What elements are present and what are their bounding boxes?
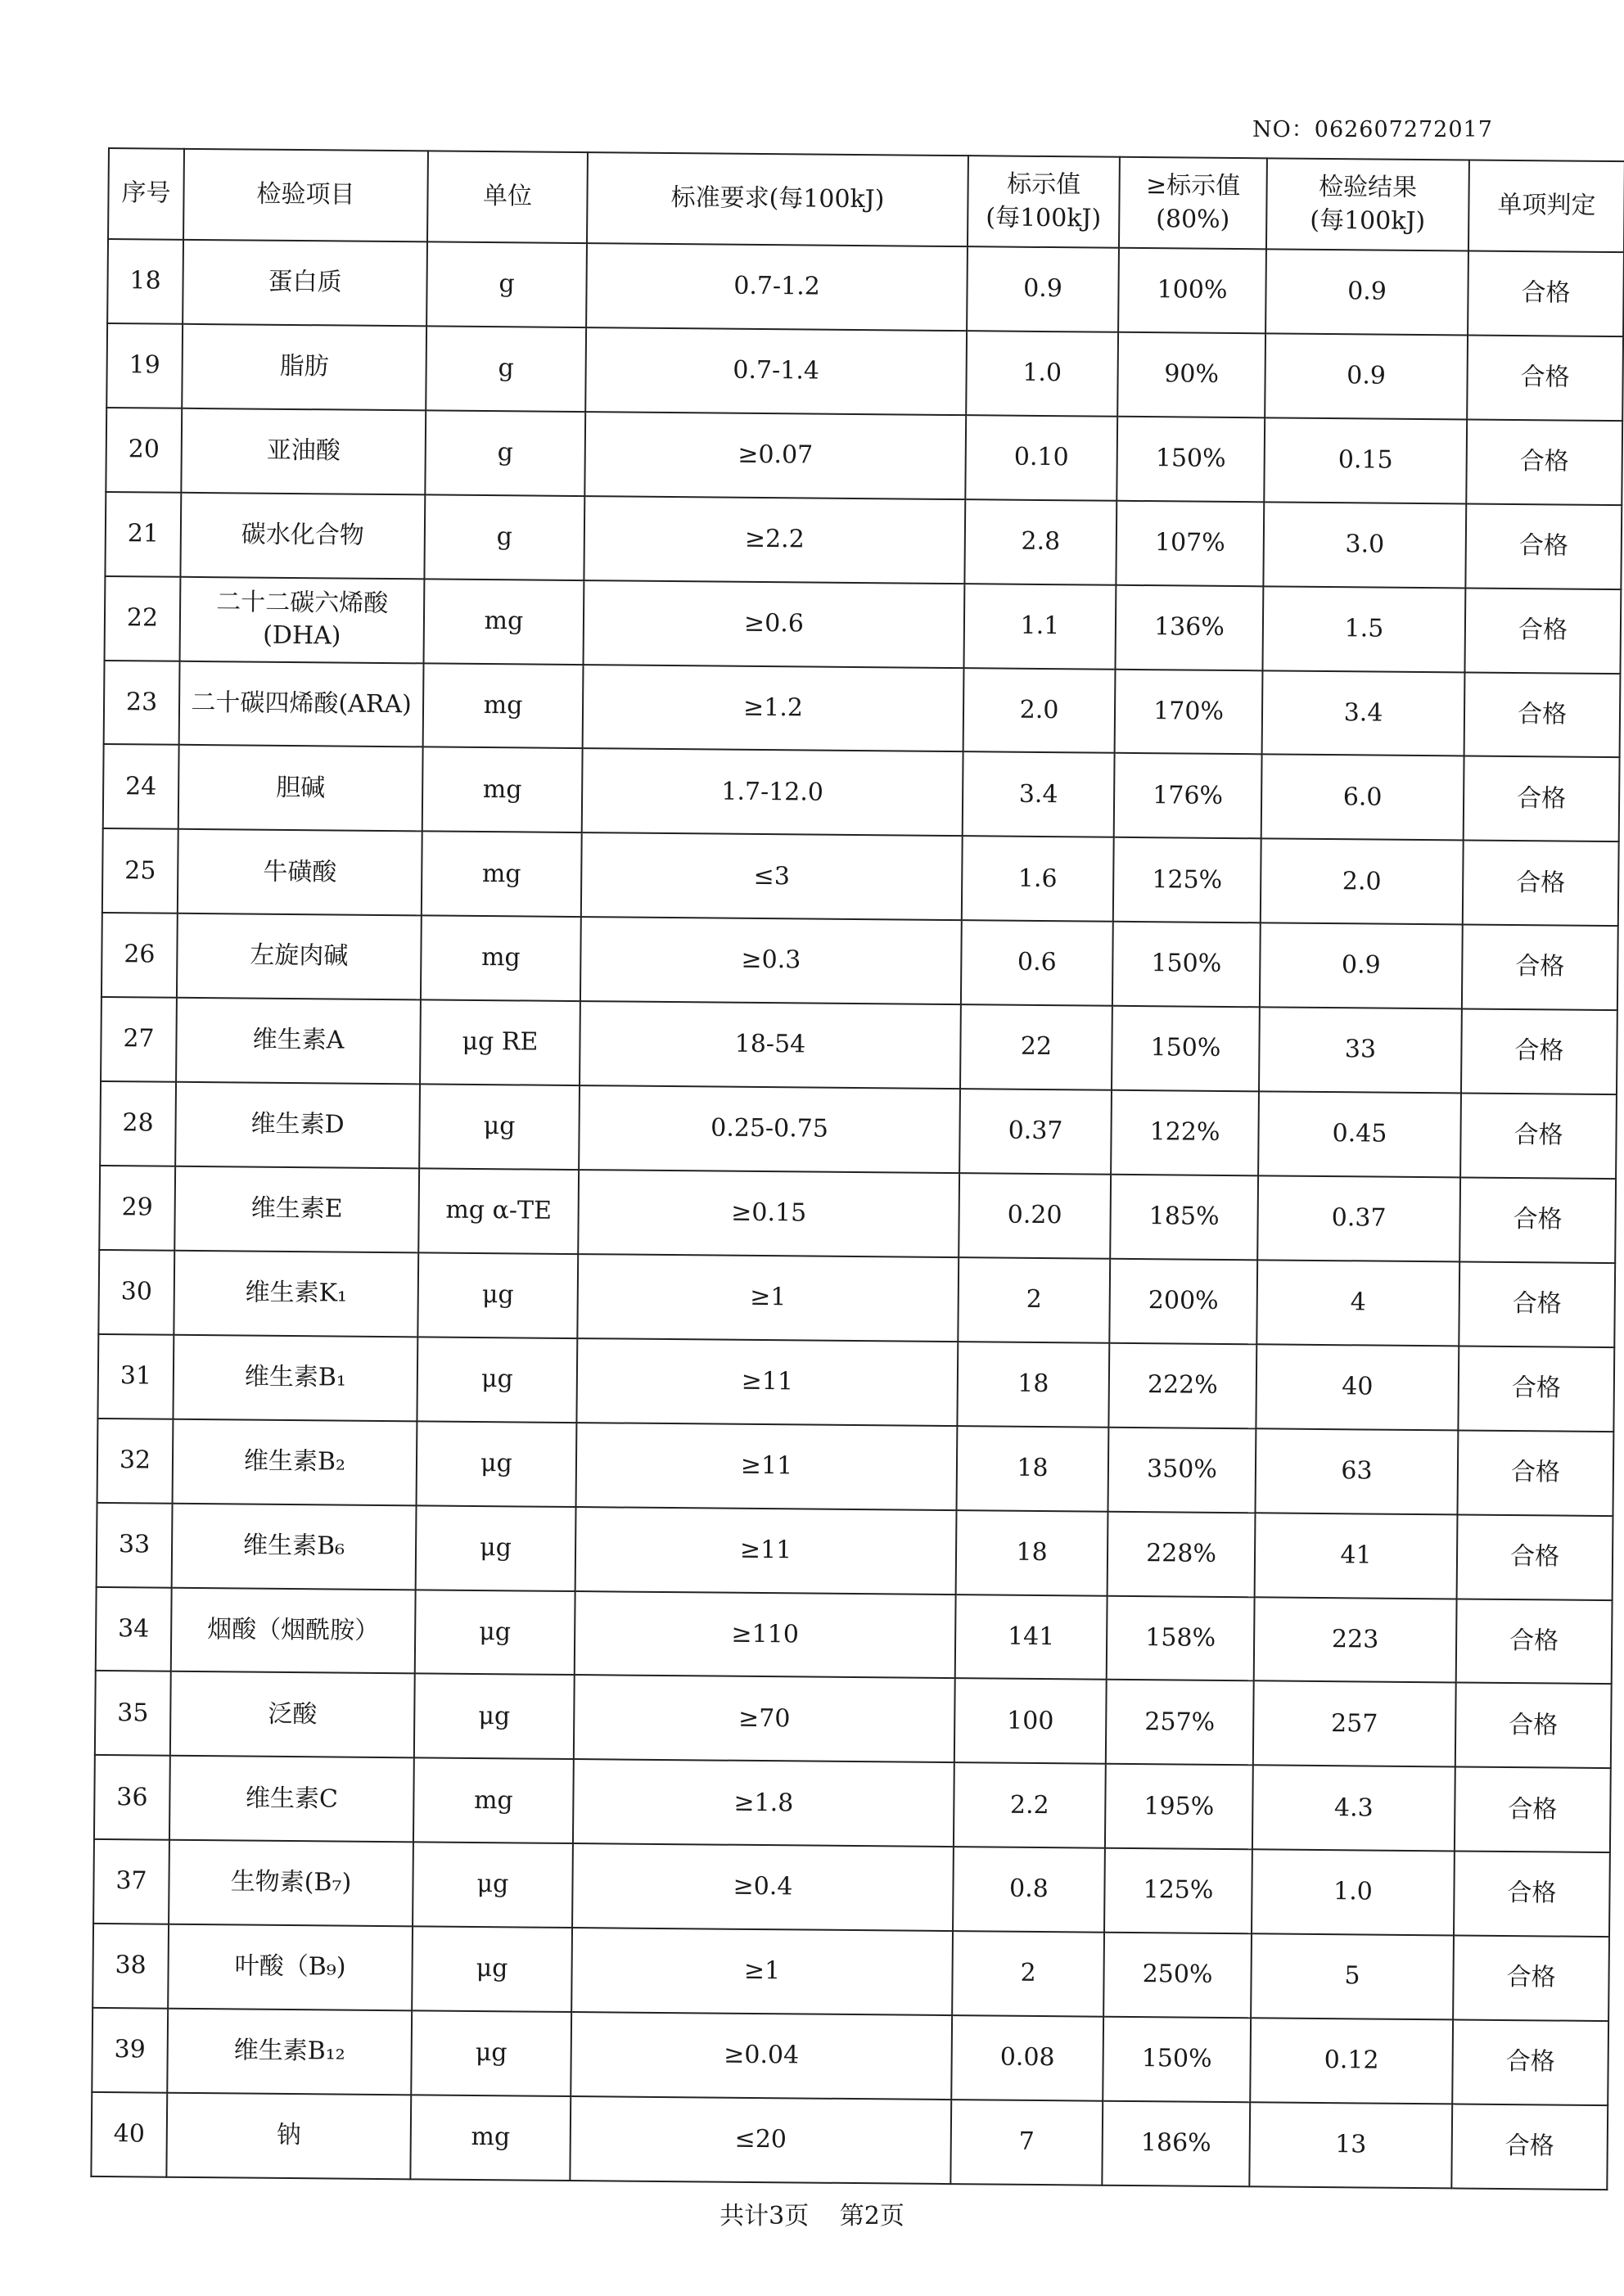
header-unit: 单位 xyxy=(427,151,588,243)
label-value-cell: 1.6 xyxy=(962,836,1114,922)
label-percent-cell: 350% xyxy=(1108,1427,1256,1512)
item-cell: 牛磺酸 xyxy=(178,829,422,916)
standard-cell: 0.25-0.75 xyxy=(579,1085,960,1173)
unit-cell: μg xyxy=(415,1590,575,1676)
verdict-cell: 合格 xyxy=(1460,1094,1617,1180)
label-percent-cell: 228% xyxy=(1107,1511,1256,1596)
table-row xyxy=(101,997,1617,1094)
table-row xyxy=(94,1755,1611,1852)
result-cell: 40 xyxy=(1256,1344,1459,1430)
seq-cell: 26 xyxy=(102,913,178,998)
unit-cell: μg xyxy=(413,1843,573,1928)
standard-cell: ≥1.2 xyxy=(583,665,964,752)
result-cell: 0.9 xyxy=(1265,249,1468,335)
header-label-value: 标示值 (每100kJ) xyxy=(968,156,1120,248)
header-seq: 序号 xyxy=(108,148,184,240)
seq-cell: 31 xyxy=(97,1334,174,1419)
unit-cell: mg xyxy=(413,1758,574,1844)
seq-cell: 37 xyxy=(93,1839,169,1924)
unit-cell: μg xyxy=(419,1084,580,1170)
label-percent-cell: 150% xyxy=(1116,417,1265,502)
header-standard: 标准要求(每100kJ) xyxy=(587,152,968,246)
item-cell: 维生素E xyxy=(174,1166,419,1253)
seq-cell: 40 xyxy=(91,2092,167,2177)
verdict-cell: 合格 xyxy=(1461,1009,1617,1095)
label-value-cell: 7 xyxy=(950,2100,1103,2185)
label-percent-cell: 150% xyxy=(1103,2017,1251,2102)
item-cell: 维生素C xyxy=(169,1756,414,1843)
verdict-cell: 合格 xyxy=(1468,251,1624,337)
label-percent-cell: 176% xyxy=(1114,753,1262,838)
item-cell: 维生素K₁ xyxy=(174,1251,418,1337)
unit-cell: μg xyxy=(414,1674,575,1760)
verdict-cell: 合格 xyxy=(1459,1261,1615,1347)
item-cell: 烟酸（烟酰胺） xyxy=(171,1587,416,1674)
standard-cell: ≥11 xyxy=(576,1338,958,1426)
result-cell: 4 xyxy=(1256,1260,1459,1346)
standard-cell: ≥110 xyxy=(575,1591,956,1679)
result-cell: 0.37 xyxy=(1257,1175,1460,1261)
result-cell: 6.0 xyxy=(1261,755,1464,841)
standard-cell: ≥0.3 xyxy=(580,917,962,1004)
inspection-results-table xyxy=(90,147,1624,2190)
item-cell: 维生素B₂ xyxy=(173,1419,417,1505)
seq-cell: 30 xyxy=(98,1250,174,1335)
label-value-cell: 3.4 xyxy=(963,752,1115,838)
label-percent-cell: 100% xyxy=(1118,248,1266,333)
label-value-cell: 18 xyxy=(957,1342,1109,1428)
seq-cell: 33 xyxy=(97,1503,173,1588)
table-row xyxy=(91,2092,1608,2190)
item-cell: 脂肪 xyxy=(182,324,426,411)
standard-cell: 1.7-12.0 xyxy=(582,749,963,837)
unit-cell: μg xyxy=(411,2010,571,2096)
item-cell: 钠 xyxy=(166,2093,411,2180)
header-label-percent: ≥标示值 (80%) xyxy=(1119,157,1267,250)
unit-cell: mg xyxy=(421,916,581,1002)
standard-cell: ≥1 xyxy=(571,1928,953,2015)
seq-cell: 36 xyxy=(94,1755,170,1840)
result-cell: 0.9 xyxy=(1265,333,1468,419)
seq-cell: 29 xyxy=(99,1166,175,1251)
result-cell: 3.0 xyxy=(1263,502,1466,588)
seq-cell: 28 xyxy=(100,1081,176,1166)
table-row xyxy=(106,323,1623,421)
verdict-cell: 合格 xyxy=(1451,2104,1608,2190)
item-cell: 叶酸（B₉) xyxy=(168,1924,413,2011)
current-page: 第2页 xyxy=(839,2202,904,2231)
result-cell: 0.12 xyxy=(1250,2018,1453,2104)
seq-cell: 38 xyxy=(92,1924,169,2009)
seq-cell: 23 xyxy=(104,661,180,746)
item-cell: 维生素B₁ xyxy=(173,1335,417,1422)
table-row xyxy=(92,1924,1609,2021)
unit-cell: g xyxy=(426,326,586,412)
unit-cell: μg RE xyxy=(420,1000,580,1086)
result-cell: 0.45 xyxy=(1258,1091,1461,1177)
result-cell: 41 xyxy=(1255,1513,1458,1599)
label-percent-cell: 257% xyxy=(1106,1680,1254,1765)
table-body xyxy=(91,239,1624,2190)
table-row xyxy=(102,828,1619,926)
verdict-cell: 合格 xyxy=(1457,1514,1613,1600)
table-row xyxy=(95,1671,1612,1768)
standard-cell: ≥0.4 xyxy=(572,1843,954,1931)
seq-cell: 18 xyxy=(107,239,183,324)
label-percent-cell: 195% xyxy=(1105,1764,1253,1849)
label-value-cell: 1.1 xyxy=(963,584,1116,670)
table-row xyxy=(105,492,1622,589)
item-cell: 胆碱 xyxy=(178,745,423,832)
item-cell: 维生素D xyxy=(175,1082,420,1169)
label-percent-cell: 150% xyxy=(1112,1006,1260,1091)
label-value-cell: 0.6 xyxy=(961,920,1113,1006)
result-cell: 3.4 xyxy=(1262,670,1465,756)
result-cell: 0.15 xyxy=(1264,417,1467,503)
result-cell: 223 xyxy=(1254,1597,1457,1683)
table-row xyxy=(102,913,1618,1010)
label-percent-cell: 158% xyxy=(1107,1595,1255,1680)
verdict-cell: 合格 xyxy=(1457,1430,1613,1516)
label-percent-cell: 150% xyxy=(1112,922,1261,1007)
verdict-cell: 合格 xyxy=(1463,841,1619,927)
label-value-cell: 2 xyxy=(958,1257,1110,1343)
table-row xyxy=(97,1334,1614,1432)
item-cell: 碳水化合物 xyxy=(180,493,425,580)
standard-cell: 0.7-1.4 xyxy=(585,327,967,415)
table-row xyxy=(96,1586,1613,1684)
standard-cell: ≥70 xyxy=(574,1675,955,1762)
item-cell: 二十碳四烯酸(ARA) xyxy=(179,661,424,747)
label-value-cell: 0.10 xyxy=(965,415,1117,501)
label-value-cell: 1.0 xyxy=(966,331,1118,417)
standard-cell: ≤20 xyxy=(570,2096,951,2184)
seq-cell: 19 xyxy=(106,323,183,408)
total-pages: 共计3页 xyxy=(720,2202,810,2231)
unit-cell: mg xyxy=(422,832,582,918)
seq-cell: 22 xyxy=(105,576,181,661)
item-cell: 生物素(B₇) xyxy=(169,1840,413,1927)
standard-cell: ≥1 xyxy=(577,1254,959,1342)
verdict-cell: 合格 xyxy=(1455,1767,1611,1853)
label-percent-cell: 122% xyxy=(1111,1090,1259,1175)
header-item: 检验项目 xyxy=(183,149,428,242)
unit-cell: g xyxy=(425,410,585,496)
verdict-cell: 合格 xyxy=(1464,672,1621,758)
seq-cell: 27 xyxy=(101,997,177,1082)
header-verdict: 单项判定 xyxy=(1468,160,1624,253)
label-value-cell: 0.20 xyxy=(959,1173,1111,1259)
seq-cell: 35 xyxy=(95,1671,171,1756)
label-percent-cell: 222% xyxy=(1108,1343,1256,1428)
label-value-cell: 18 xyxy=(957,1426,1109,1512)
verdict-cell: 合格 xyxy=(1454,1852,1610,1937)
item-cell: 泛酸 xyxy=(170,1671,415,1758)
seq-cell: 20 xyxy=(106,408,182,493)
standard-cell: ≥0.15 xyxy=(578,1170,959,1257)
label-value-cell: 100 xyxy=(954,1679,1107,1765)
page-footer xyxy=(0,2195,1624,2231)
label-percent-cell: 136% xyxy=(1115,584,1263,670)
header-result: 检验结果 (每100kJ) xyxy=(1266,158,1469,250)
seq-cell: 25 xyxy=(102,828,178,913)
label-percent-cell: 186% xyxy=(1102,2101,1250,2187)
result-cell: 2.0 xyxy=(1261,839,1464,925)
standard-cell: ≥11 xyxy=(575,1507,957,1595)
item-cell: 维生素B₆ xyxy=(172,1503,417,1590)
verdict-cell: 合格 xyxy=(1467,335,1623,421)
verdict-cell: 合格 xyxy=(1456,1599,1613,1685)
unit-cell: mg xyxy=(410,2095,571,2181)
label-value-cell: 141 xyxy=(955,1595,1107,1680)
item-cell: 二十二碳六烯酸 (DHA) xyxy=(180,576,425,663)
result-cell: 33 xyxy=(1259,1007,1462,1093)
seq-cell: 32 xyxy=(97,1419,174,1504)
item-cell: 左旋肉碱 xyxy=(177,913,422,1000)
verdict-cell: 合格 xyxy=(1465,503,1622,589)
seq-cell: 24 xyxy=(103,744,179,829)
verdict-cell: 合格 xyxy=(1455,1683,1612,1769)
label-value-cell: 18 xyxy=(956,1510,1108,1596)
table-row xyxy=(93,1839,1610,1937)
seq-cell: 21 xyxy=(105,492,181,577)
item-cell: 蛋白质 xyxy=(183,240,427,327)
item-cell: 亚油酸 xyxy=(181,408,426,495)
table-row xyxy=(97,1419,1614,1516)
seq-cell: 39 xyxy=(92,2008,168,2093)
item-cell: 维生素B₁₂ xyxy=(167,2009,412,2095)
unit-cell: μg xyxy=(417,1337,577,1423)
verdict-cell: 合格 xyxy=(1458,1346,1614,1432)
table-row xyxy=(92,2008,1608,2105)
result-cell: 1.5 xyxy=(1262,586,1465,672)
standard-cell: ≥0.07 xyxy=(584,412,966,499)
table-row xyxy=(105,576,1622,674)
result-cell: 4.3 xyxy=(1252,1766,1455,1852)
standard-cell: ≥11 xyxy=(576,1423,958,1510)
label-percent-cell: 107% xyxy=(1116,500,1264,585)
result-cell: 0.9 xyxy=(1260,923,1463,1009)
verdict-cell: 合格 xyxy=(1452,2019,1608,2105)
standard-cell: ≥0.04 xyxy=(571,2012,952,2100)
label-value-cell: 0.37 xyxy=(959,1089,1112,1175)
table-row xyxy=(98,1250,1615,1347)
label-percent-cell: 185% xyxy=(1110,1175,1258,1260)
label-percent-cell: 125% xyxy=(1113,837,1261,922)
unit-cell: g xyxy=(424,494,584,580)
verdict-cell: 合格 xyxy=(1462,925,1618,1011)
table-row xyxy=(97,1503,1613,1600)
verdict-cell: 合格 xyxy=(1459,1177,1616,1263)
verdict-cell: 合格 xyxy=(1464,756,1620,842)
label-value-cell: 0.08 xyxy=(951,2015,1103,2101)
label-value-cell: 2.8 xyxy=(964,499,1116,585)
label-value-cell: 22 xyxy=(960,1004,1112,1090)
report-number: NO：062607272017 xyxy=(1252,117,1493,142)
standard-cell: ≥2.2 xyxy=(584,496,965,584)
standard-cell: 0.7-1.2 xyxy=(586,243,968,331)
unit-cell: mg α-TE xyxy=(418,1168,579,1254)
unit-cell: μg xyxy=(417,1421,577,1507)
standard-cell: ≤3 xyxy=(581,832,963,920)
label-percent-cell: 90% xyxy=(1117,332,1265,417)
table-row xyxy=(99,1166,1616,1263)
seq-cell: 34 xyxy=(96,1586,172,1671)
unit-cell: μg xyxy=(412,1926,572,2012)
unit-cell: g xyxy=(426,241,587,327)
label-value-cell: 2 xyxy=(952,1931,1104,2017)
verdict-cell: 合格 xyxy=(1464,588,1621,674)
table-row xyxy=(107,239,1624,336)
label-value-cell: 0.9 xyxy=(967,246,1119,332)
unit-cell: μg xyxy=(416,1505,576,1591)
table-header-row xyxy=(108,148,1624,252)
table-row xyxy=(103,744,1620,841)
label-value-cell: 2.2 xyxy=(954,1762,1106,1848)
verdict-cell: 合格 xyxy=(1466,419,1622,505)
standard-cell: ≥0.6 xyxy=(584,580,965,668)
label-percent-cell: 200% xyxy=(1109,1259,1257,1344)
result-cell: 5 xyxy=(1251,1933,1454,2019)
result-cell: 13 xyxy=(1249,2102,1452,2188)
label-value-cell: 2.0 xyxy=(963,668,1116,754)
standard-cell: ≥1.8 xyxy=(573,1759,954,1847)
verdict-cell: 合格 xyxy=(1453,1936,1609,2022)
unit-cell: mg xyxy=(423,663,584,749)
item-cell: 维生素A xyxy=(176,998,421,1085)
table-row xyxy=(100,1081,1617,1179)
result-cell: 1.0 xyxy=(1252,1849,1455,1935)
label-value-cell: 0.8 xyxy=(953,1847,1105,1933)
result-cell: 63 xyxy=(1255,1428,1458,1514)
unit-cell: μg xyxy=(417,1252,578,1338)
table-row xyxy=(104,661,1621,758)
result-cell: 257 xyxy=(1253,1681,1456,1767)
label-percent-cell: 125% xyxy=(1104,1848,1252,1933)
label-percent-cell: 170% xyxy=(1115,669,1263,754)
table-row xyxy=(106,408,1622,505)
unit-cell: mg xyxy=(422,747,583,833)
unit-cell: mg xyxy=(424,579,584,665)
label-percent-cell: 250% xyxy=(1103,1933,1252,2018)
standard-cell: 18-54 xyxy=(580,1001,961,1089)
